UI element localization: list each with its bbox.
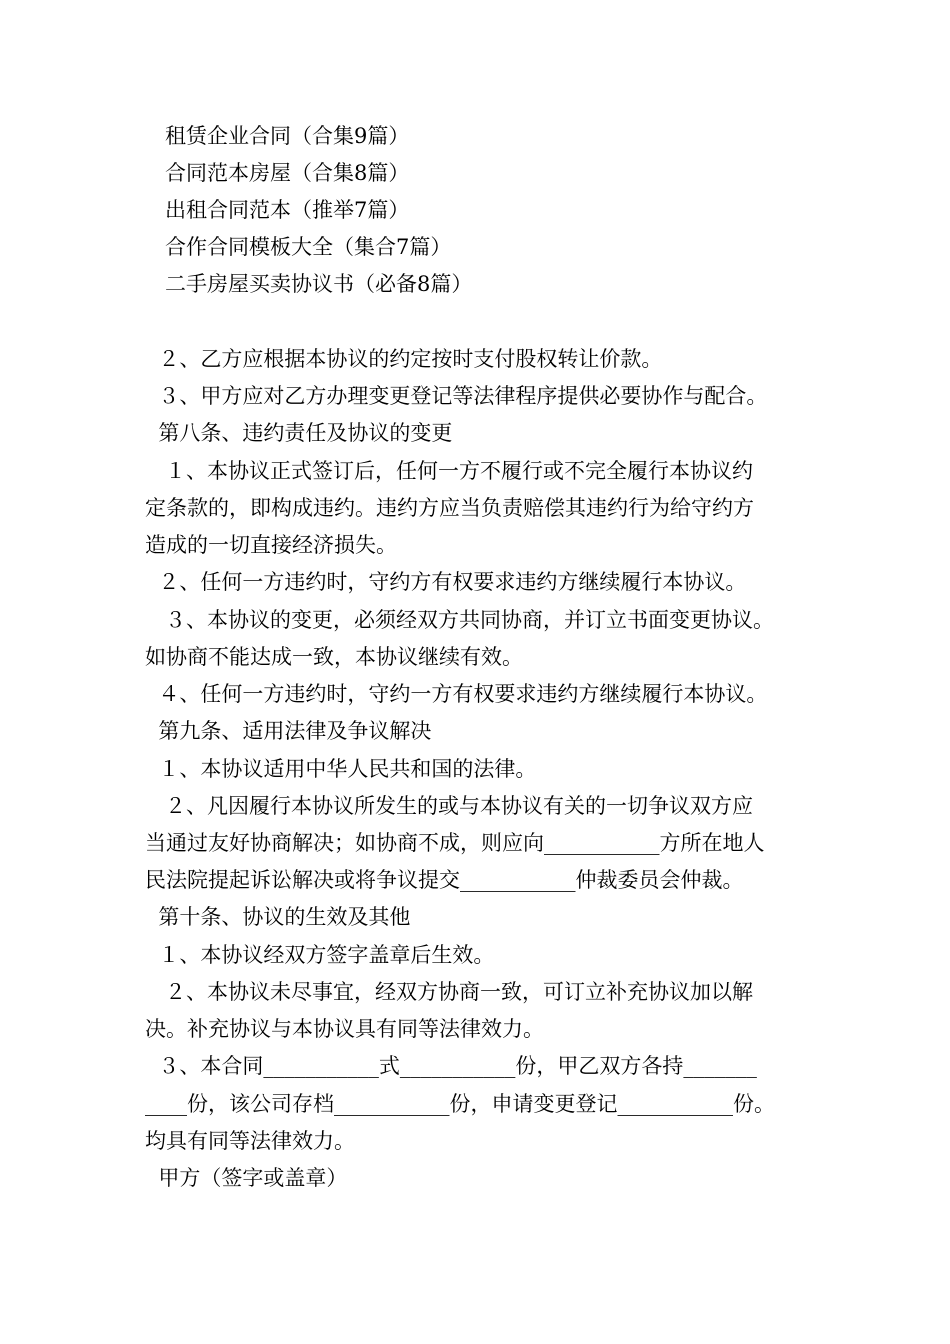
body-line: ２、本协议未尽事宜，经双方协商一致，可订立补充协议加以解	[145, 980, 754, 1004]
body-line: 决。补充协议与本协议具有同等法律效力。	[145, 1017, 544, 1041]
body-line: ３、本合同___________式___________份，甲乙双方各持_______	[145, 1054, 757, 1078]
related-article-link[interactable]: 合同范本房屋（合集8篇）	[165, 161, 410, 185]
related-article-link[interactable]: 出租合同范本（推举7篇）	[165, 198, 410, 222]
body-line: ３、甲方应对乙方办理变更登记等法律程序提供必要协作与配合。	[145, 384, 768, 408]
section-heading: 第八条、违约责任及协议的变更	[145, 421, 453, 445]
body-line: 定条款的，即构成违约。违约方应当负责赔偿其违约行为给守约方	[145, 496, 754, 520]
body-line: ２、任何一方违约时，守约方有权要求违约方继续履行本协议。	[145, 570, 747, 594]
body-line: ２、乙方应根据本协议的约定按时支付股权转让价款。	[145, 347, 663, 371]
body-line: 如协商不能达成一致，本协议继续有效。	[145, 645, 523, 669]
body-line: 当通过友好协商解决；如协商不成，则应向___________方所在地人	[145, 831, 765, 855]
section-heading: 第九条、适用法律及争议解决	[145, 719, 432, 743]
body-line: 造成的一切直接经济损失。	[145, 533, 397, 557]
section-heading: 第十条、协议的生效及其他	[145, 905, 411, 929]
body-line: １、本协议适用中华人民共和国的法律。	[145, 757, 537, 781]
body-line: １、本协议正式签订后，任何一方不履行或不完全履行本协议约	[145, 459, 754, 483]
related-article-link[interactable]: 二手房屋买卖协议书（必备8篇）	[165, 272, 473, 296]
signature-line: 甲方（签字或盖章）	[145, 1166, 348, 1190]
body-line: ３、本协议的变更，必须经双方共同协商，并订立书面变更协议。	[145, 608, 775, 632]
body-line: ____份，该公司存档___________份，申请变更登记___________份。	[145, 1092, 775, 1116]
body-line: ２、凡因履行本协议所发生的或与本协议有关的一切争议双方应	[145, 794, 754, 818]
body-line: ４、任何一方违约时，守约一方有权要求违约方继续履行本协议。	[145, 682, 768, 706]
body-line: 民法院提起诉讼解决或将争议提交___________仲裁委员会仲裁。	[145, 868, 744, 892]
body-line: １、本协议经双方签字盖章后生效。	[145, 943, 495, 967]
body-line: 均具有同等法律效力。	[145, 1129, 355, 1153]
related-article-link[interactable]: 合作合同模板大全（集合7篇）	[165, 235, 452, 259]
related-article-link[interactable]: 租赁企业合同（合集9篇）	[165, 124, 410, 148]
